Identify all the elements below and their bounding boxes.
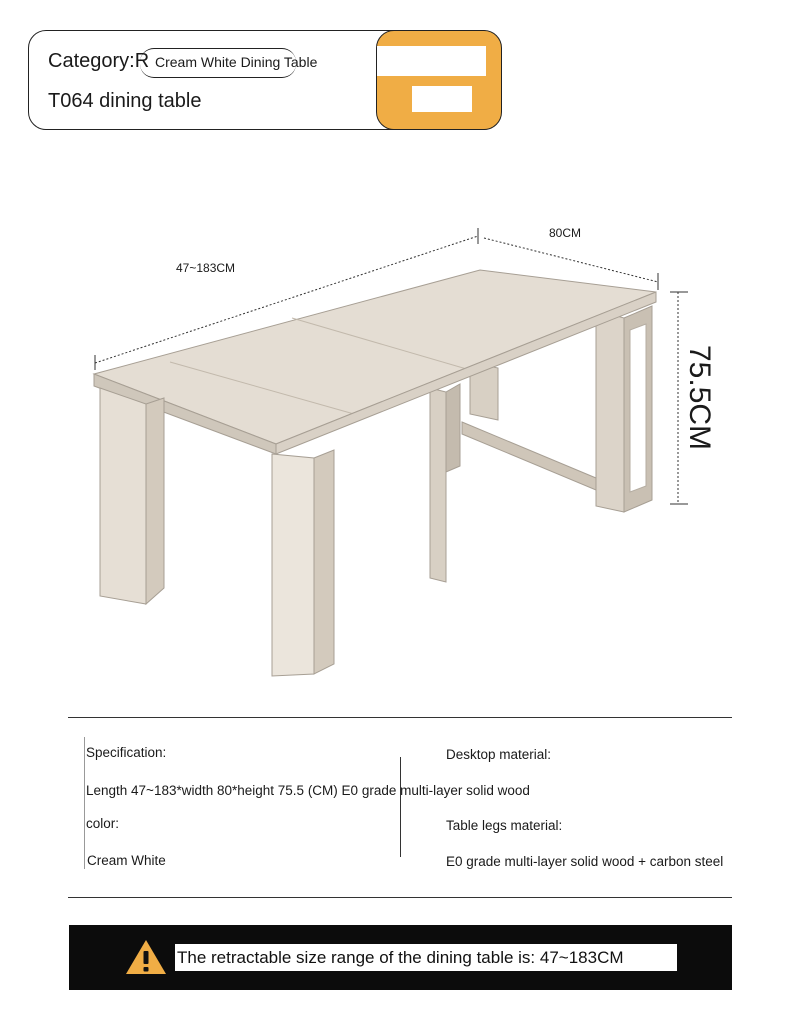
category-label: Category:R — [48, 50, 150, 72]
category-value: Cream White Dining Table — [155, 54, 318, 70]
column-divider — [400, 757, 401, 857]
bottom-divider — [68, 897, 732, 898]
color-value: Cream White — [87, 853, 166, 868]
table-legs-material-label: Table legs material: — [446, 818, 563, 833]
left-guide-line — [84, 737, 85, 869]
table-legs-material-value: E0 grade multi-layer solid wood + carbon steel — [446, 854, 724, 869]
top-divider — [68, 717, 732, 718]
specification-value: Length 47~183*width 80*height 75.5 (CM) E0 grade multi-layer solid wood — [86, 783, 530, 798]
specification-label: Specification: — [86, 745, 167, 760]
notice-text: The retractable size range of the dining table is: 47~183CM — [175, 944, 677, 971]
height-dimension-label: 75.5CM — [683, 345, 716, 451]
color-label: color: — [86, 816, 120, 831]
length-dimension-label: 47~183CM — [176, 261, 236, 275]
warning-icon — [124, 938, 168, 976]
product-title: T064 dining table — [48, 90, 202, 112]
desktop-material-label: Desktop material: — [446, 747, 552, 762]
width-dimension-label: 80CM — [549, 226, 582, 240]
